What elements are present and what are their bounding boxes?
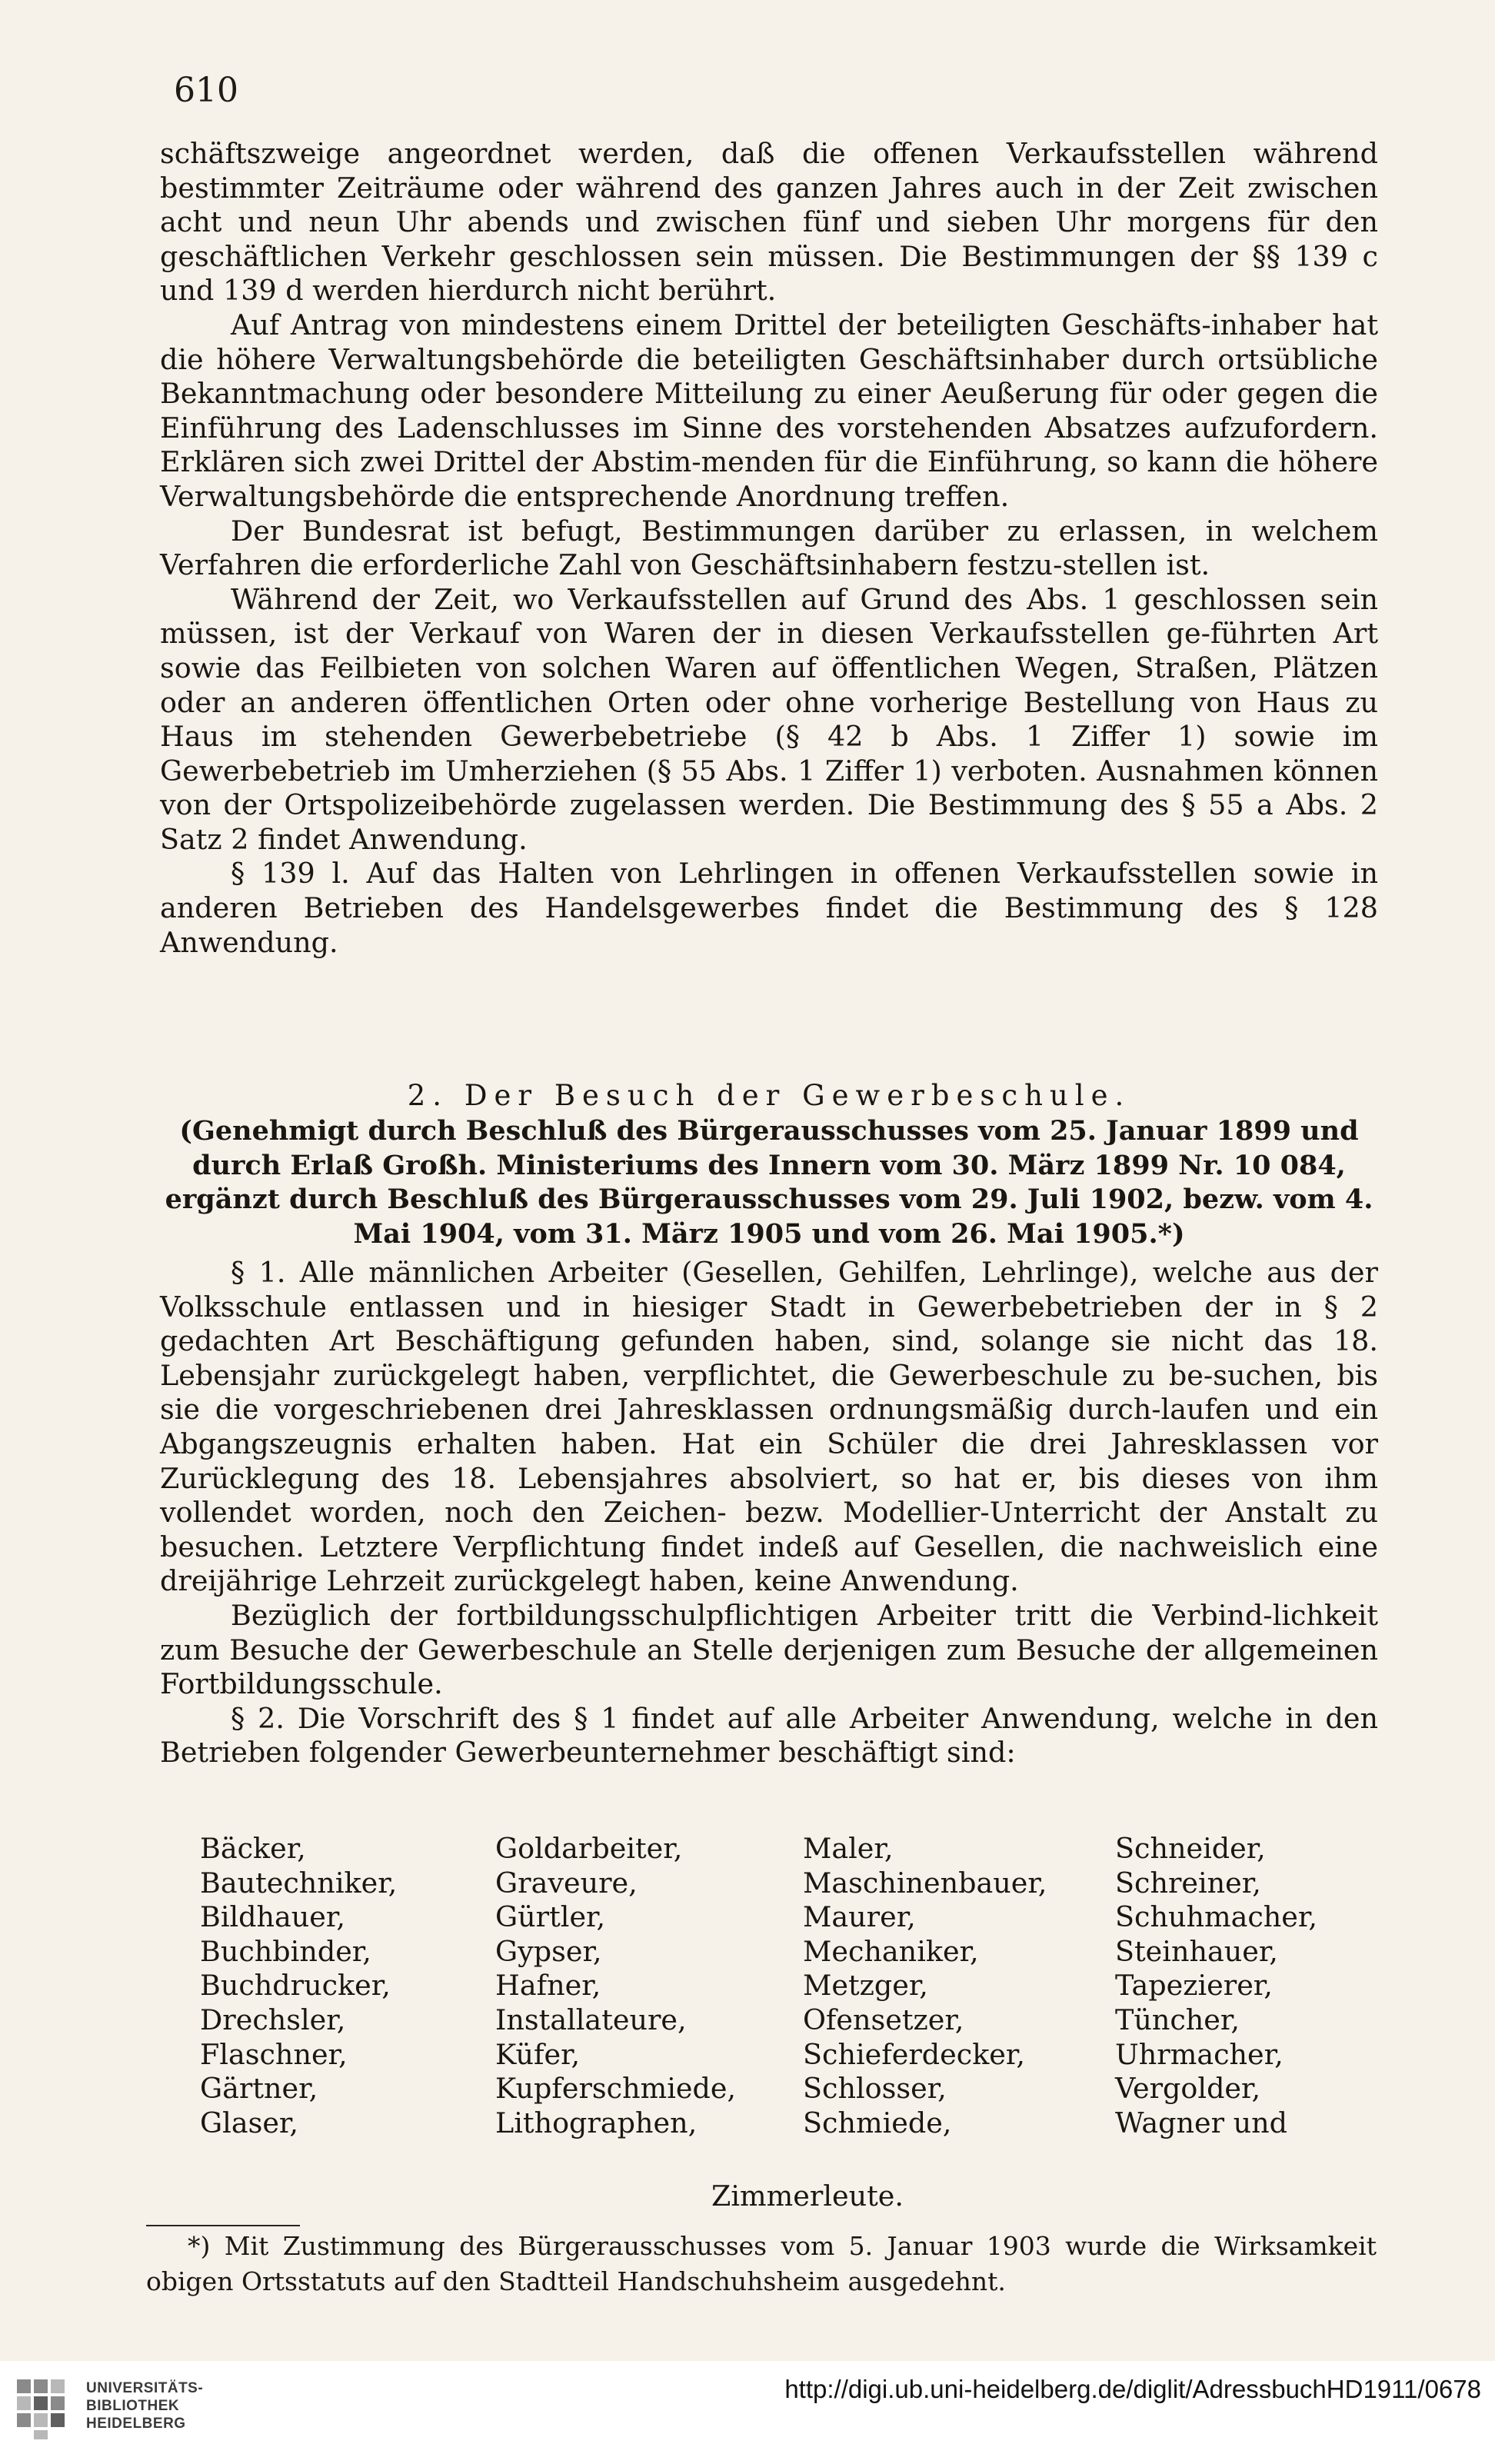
paragraph-bundesrat: Der Bundesrat ist befugt, Bestimmungen darüber zu erlassen, in welchem Verfahren die erforderliche Zahl von Geschäftsinhabern festzu-stellen ist.	[160, 514, 1378, 582]
trade-item: Schieferdecker,	[803, 2037, 1025, 2071]
trade-item: Gypser,	[495, 1934, 602, 1968]
trade-item: Wagner und	[1115, 2106, 1288, 2139]
paragraph-section-2: § 2. Die Vorschrift des § 1 findet auf alle Arbeiter Anwendung, welche in den Betrieben folgender Gewerbeunternehmer beschäftigt sind:	[160, 1701, 1378, 1770]
trade-item: Graveure,	[495, 1866, 638, 1900]
trade-item: Buchbinder,	[200, 1934, 371, 1968]
trade-item: Steinhauer,	[1115, 1934, 1278, 1968]
university-library-logo-icon	[14, 2376, 75, 2442]
paragraph-verkauf: Während der Zeit, wo Verkaufsstellen auf Grund des Abs. 1 geschlossen sein müssen, ist der Verkauf von Waren der in diesen Verkaufsstellen ge-führten Art sowie das Feilbieten von solchen Waren auf öffentlichen Wegen, Straßen, Plätzen oder an anderen öffentlichen Orten oder ohne vorherige Bestellung von Haus zu Haus im stehenden Gewerbebetriebe (§ 42 b Abs. 1 Ziffer 1) sowie im Gewerbebetrieb im Umherziehen (§ 55 Abs. 1 Ziffer 1) verboten. Ausnahmen können von der Ortspolizeibehörde zugelassen werden. Die Bestimmung des § 55 a Abs. 2 Satz 2 findet Anwendung.	[160, 582, 1378, 856]
trade-item: Drechsler,	[200, 2003, 346, 2036]
footnote-rule	[146, 2225, 300, 2226]
trade-item: Schlosser,	[803, 2072, 947, 2106]
trade-item: Vergolder,	[1115, 2072, 1261, 2106]
paragraph-section-1: § 1. Alle männlichen Arbeiter (Gesellen, Gehilfen, Lehrlinge), welche aus der Volksschule entlassen und in hiesiger Stadt in Gewerbebetrieben der in § 2 gedachten Art Beschäftigung gefunden haben, sind, solange sie nicht das 18. Lebensjahr zurückgelegt haben, verpflichtet, die Gewerbeschule zu be-suchen, bis sie die vorgeschriebenen drei Jahresklassen ordnungsmäßig durch-laufen und ein Abgangszeugnis erhalten haben. Hat ein Schüler die drei Jahresklassen vor Zurücklegung des 18. Lebensjahres absolviert, so hat er, bis dieses von ihm vollendet worden, noch den Zeichen- bezw. Modellier-Unterricht der Anstalt zu besuchen. Letztere Verpflichtung findet indeß auf Gesellen, die nachweislich eine dreijährige Lehrzeit zurückgelegt haben, keine Anwendung.	[160, 1256, 1378, 1598]
trade-item: Tüncher,	[1115, 2003, 1240, 2036]
trade-item: Schmiede,	[803, 2106, 952, 2139]
trade-item: Küfer,	[495, 2037, 581, 2071]
trade-item: Bildhauer,	[200, 1900, 345, 1934]
footnote-text: *) Mit Zustimmung des Bürgerausschusses vom 5. Januar 1903 wurde die Wirksamkeit obigen Ortsstatuts auf den Stadtteil Handschuhsheim ausgedehnt.	[146, 2231, 1377, 2296]
digitization-url-link[interactable]: http://digi.ub.uni-heidelberg.de/diglit/AdressbuchHD1911/0678	[784, 2375, 1481, 2403]
trade-item: Schreiner,	[1115, 1866, 1261, 1900]
trade-item: Lithographen,	[495, 2106, 698, 2139]
paragraph-139l: § 139 l. Auf das Halten von Lehrlingen in offenen Verkaufsstellen sowie in anderen Betrieben des Handelsgewerbes findet die Bestimmung des § 128 Anwendung.	[160, 857, 1378, 959]
library-name	[86, 2379, 203, 2432]
trade-item: Gürtler,	[495, 1900, 606, 1934]
library-name-line: HEIDELBERG	[86, 2416, 186, 2432]
paragraph-fortbildung: Bezüglich der fortbildungsschulpflichtigen Arbeiter tritt die Verbind-lichkeit zum Besuche der Gewerbeschule an Stelle derjenigen zum Besuche der allgemeinen Fortbildungsschule.	[160, 1598, 1378, 1701]
paragraph-continuation: schäftszweige angeordnet werden, daß die offenen Verkaufsstellen während bestimmter Zeiträume oder während des ganzen Jahres auch in der Zeit zwischen acht und neun Uhr abends und zwischen fünf und sieben Uhr morgens für den geschäftlichen Verkehr geschlossen sein müssen. Die Bestimmungen der §§ 139 c und 139 d werden hierdurch nicht berührt.	[160, 137, 1378, 308]
text-block-1	[160, 137, 1378, 960]
library-name-line: UNIVERSITÄTS-	[86, 2380, 204, 2396]
text-block-2	[160, 1256, 1378, 1770]
footnote	[146, 2229, 1377, 2299]
trade-item: Tapezierer,	[1115, 1969, 1273, 2003]
trade-item: Maler,	[803, 1832, 894, 1865]
page-number: 610	[174, 71, 238, 110]
trade-item: Ofensetzer,	[803, 2003, 964, 2036]
paragraph-antrag: Auf Antrag von mindestens einem Drittel der beteiligten Geschäfts-inhaber hat die höhere Verwaltungsbehörde die beteiligten Geschäftsinhaber durch ortsübliche Bekanntmachung oder besondere Mitteilung zu einer Aeußerung für oder gegen die Einführung des Ladenschlusses im Sinne des vorstehenden Absatzes aufzufordern. Erklären sich zwei Drittel der Abstim-menden für die Einführung, so kann die höhere Verwaltungsbehörde die entsprechende Anordnung treffen.	[160, 308, 1378, 513]
trade-item: Metzger,	[803, 1969, 928, 2003]
trade-item: Kupferschmiede,	[495, 2072, 737, 2106]
trade-item: Hafner,	[495, 1969, 601, 2003]
section-subheading: (Genehmigt durch Beschluß des Bürgerausschusses vom 25. Januar 1899 und durch Erlaß Großh. Ministeriums des Innern vom 30. März 1899 Nr. 10 084, ergänzt durch Beschluß des Bürgerausschusses vom 29. Juli 1902, bezw. vom 4. Mai 1904, vom 31. März 1905 und vom 26. Mai 1905.*)	[165, 1115, 1373, 1250]
trade-item: Uhrmacher,	[1115, 2037, 1284, 2071]
trade-item: Glaser,	[200, 2106, 298, 2139]
trade-item: Maurer,	[803, 1900, 916, 1934]
section-heading: 2. Der Besuch der Gewerbeschule.	[407, 1079, 1131, 1112]
trade-item: Buchdrucker,	[200, 1969, 391, 2003]
trades-list-last: Zimmerleute.	[711, 2179, 904, 2213]
trade-item: Flaschner,	[200, 2037, 348, 2071]
trade-item: Mechaniker,	[803, 1934, 979, 1968]
trade-item: Goldarbeiter,	[495, 1832, 683, 1865]
trade-item: Bautechniker,	[200, 1866, 398, 1900]
trade-item: Gärtner,	[200, 2072, 318, 2106]
trade-item: Bäcker,	[200, 1832, 306, 1865]
trade-item: Installateure,	[495, 2003, 687, 2036]
trades-list	[200, 1832, 1369, 2140]
library-name-line: BIBLIOTHEK	[86, 2398, 180, 2414]
trade-item: Maschinenbauer,	[803, 1866, 1047, 1900]
trade-item: Schuhmacher,	[1115, 1900, 1317, 1934]
trade-item: Schneider,	[1115, 1832, 1266, 1865]
